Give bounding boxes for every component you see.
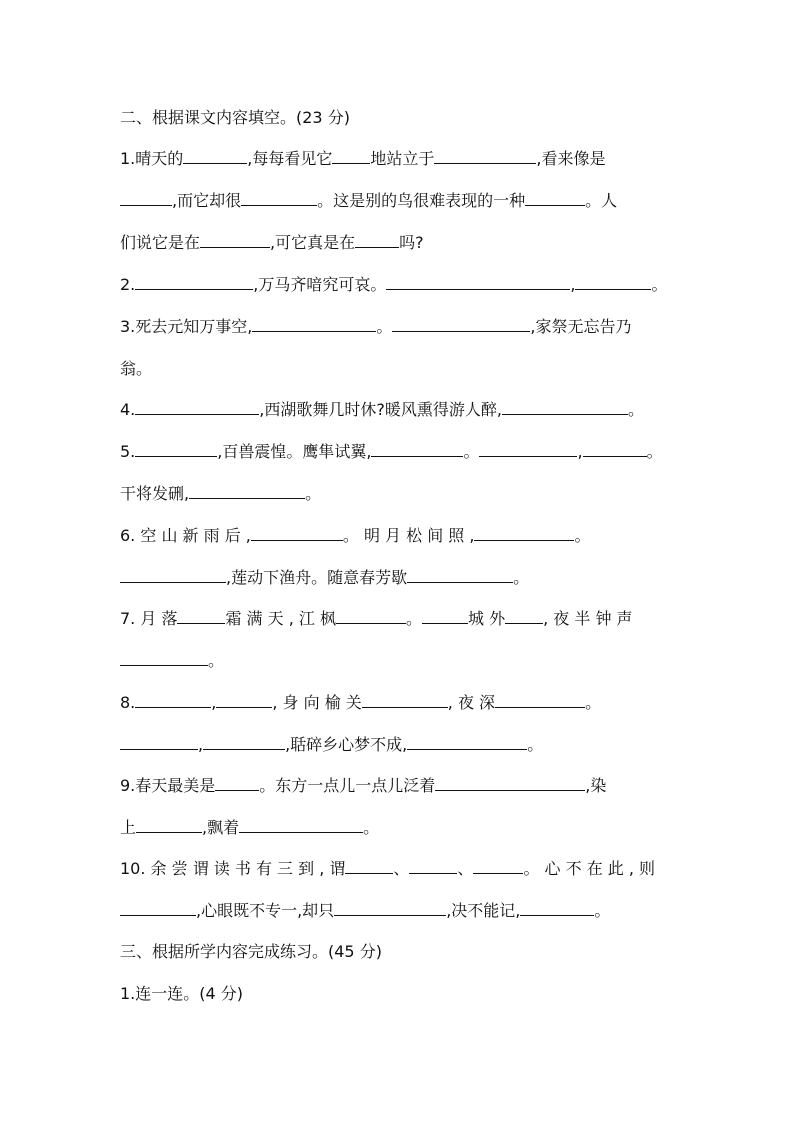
blank[interactable] <box>407 733 527 750</box>
blank[interactable] <box>336 607 406 624</box>
blank[interactable] <box>409 857 457 874</box>
blank[interactable] <box>200 231 270 248</box>
question-1-line-3: 们说它是在 ,可它真是在 吗? <box>120 233 424 252</box>
question-5-line-1: 5. ,百兽震惶。鹰隼试翼, 。 , 。 <box>120 442 663 461</box>
question-3-line-1: 3.死去元知万事空, 。 ,家祭无忘告乃 <box>120 317 632 336</box>
question-5-line-2: 干将发硎, 。 <box>120 484 322 503</box>
blank[interactable] <box>479 440 577 457</box>
blank[interactable] <box>241 189 317 206</box>
blank[interactable] <box>203 733 285 750</box>
blank[interactable] <box>525 189 585 206</box>
blank[interactable] <box>216 691 272 708</box>
blank[interactable] <box>407 566 513 583</box>
blank[interactable] <box>135 273 253 290</box>
blank[interactable] <box>135 691 211 708</box>
blank[interactable] <box>583 440 647 457</box>
blank[interactable] <box>120 649 208 666</box>
blank[interactable] <box>495 691 585 708</box>
blank[interactable] <box>135 440 217 457</box>
question-9-line-2: 上 ,飘着 。 <box>120 818 380 837</box>
blank[interactable] <box>135 398 259 415</box>
blank[interactable] <box>386 273 570 290</box>
blank[interactable] <box>473 857 523 874</box>
question-7-line-2: 。 <box>120 649 680 673</box>
blank[interactable] <box>392 315 530 332</box>
question-3-line-2: 翁。 <box>120 359 153 378</box>
blank[interactable] <box>120 189 172 206</box>
blank[interactable] <box>183 147 247 164</box>
blank[interactable] <box>239 816 363 833</box>
section2-title: 二、根据课文内容填空。(23 分) <box>120 108 350 127</box>
blank[interactable] <box>362 691 448 708</box>
blank[interactable] <box>422 607 468 624</box>
blank[interactable] <box>434 147 536 164</box>
blank[interactable] <box>177 607 225 624</box>
blank[interactable] <box>505 607 543 624</box>
blank[interactable] <box>371 440 463 457</box>
blank[interactable] <box>575 273 651 290</box>
question-6-line-2: ,莲动下渔舟。随意春芳歇 。 <box>120 566 680 590</box>
question-4: 4. ,西湖歌舞几时休?暖风熏得游人醉, 。 <box>120 400 644 419</box>
blank[interactable] <box>215 774 259 791</box>
question-9-line-1: 9.春天最美是 。东方一点儿一点儿泛着 ,染 <box>120 776 607 795</box>
question-10-line-2: ,心眼既不专一,却只 ,决不能记, 。 <box>120 899 680 923</box>
blank[interactable] <box>334 899 446 916</box>
blank[interactable] <box>120 733 198 750</box>
blank[interactable] <box>355 231 399 248</box>
exercise-3-1: 1.连一连。(4 分) <box>120 984 244 1003</box>
question-1-line-2: ,而它却很 。这是别的鸟很难表现的一种 。人 <box>120 189 680 213</box>
blank[interactable] <box>345 857 393 874</box>
question-7-line-1: 7. 月 落 霜 满 天 , 江 枫 。 城 外 , 夜 半 钟 声 <box>120 609 633 628</box>
section3-title: 三、根据所学内容完成练习。(45 分) <box>120 942 382 961</box>
question-6-line-1: 6. 空 山 新 雨 后 , 。 明 月 松 间 照 , 。 <box>120 526 591 545</box>
blank[interactable] <box>251 524 343 541</box>
blank[interactable] <box>189 482 305 499</box>
question-2: 2. ,万马齐喑究可哀。 , 。 <box>120 275 668 294</box>
question-8-line-1: 8. , , 身 向 榆 关 , 夜 深 。 <box>120 693 602 712</box>
blank[interactable] <box>120 566 226 583</box>
blank[interactable] <box>120 899 196 916</box>
blank[interactable] <box>136 816 202 833</box>
question-10-line-1: 10. 余 尝 谓 读 书 有 三 到 , 谓 、 、 。 心 不 在 此 , 则 <box>120 859 656 878</box>
question-1-line-1: 1.晴天的 ,每每看见它 地站立于 ,看来像是 <box>120 149 606 168</box>
blank[interactable] <box>332 147 370 164</box>
blank[interactable] <box>252 315 376 332</box>
question-8-line-2: , ,聒碎乡心梦不成, 。 <box>120 733 680 757</box>
blank[interactable] <box>435 774 585 791</box>
blank[interactable] <box>520 899 594 916</box>
blank[interactable] <box>474 524 574 541</box>
blank[interactable] <box>502 398 628 415</box>
